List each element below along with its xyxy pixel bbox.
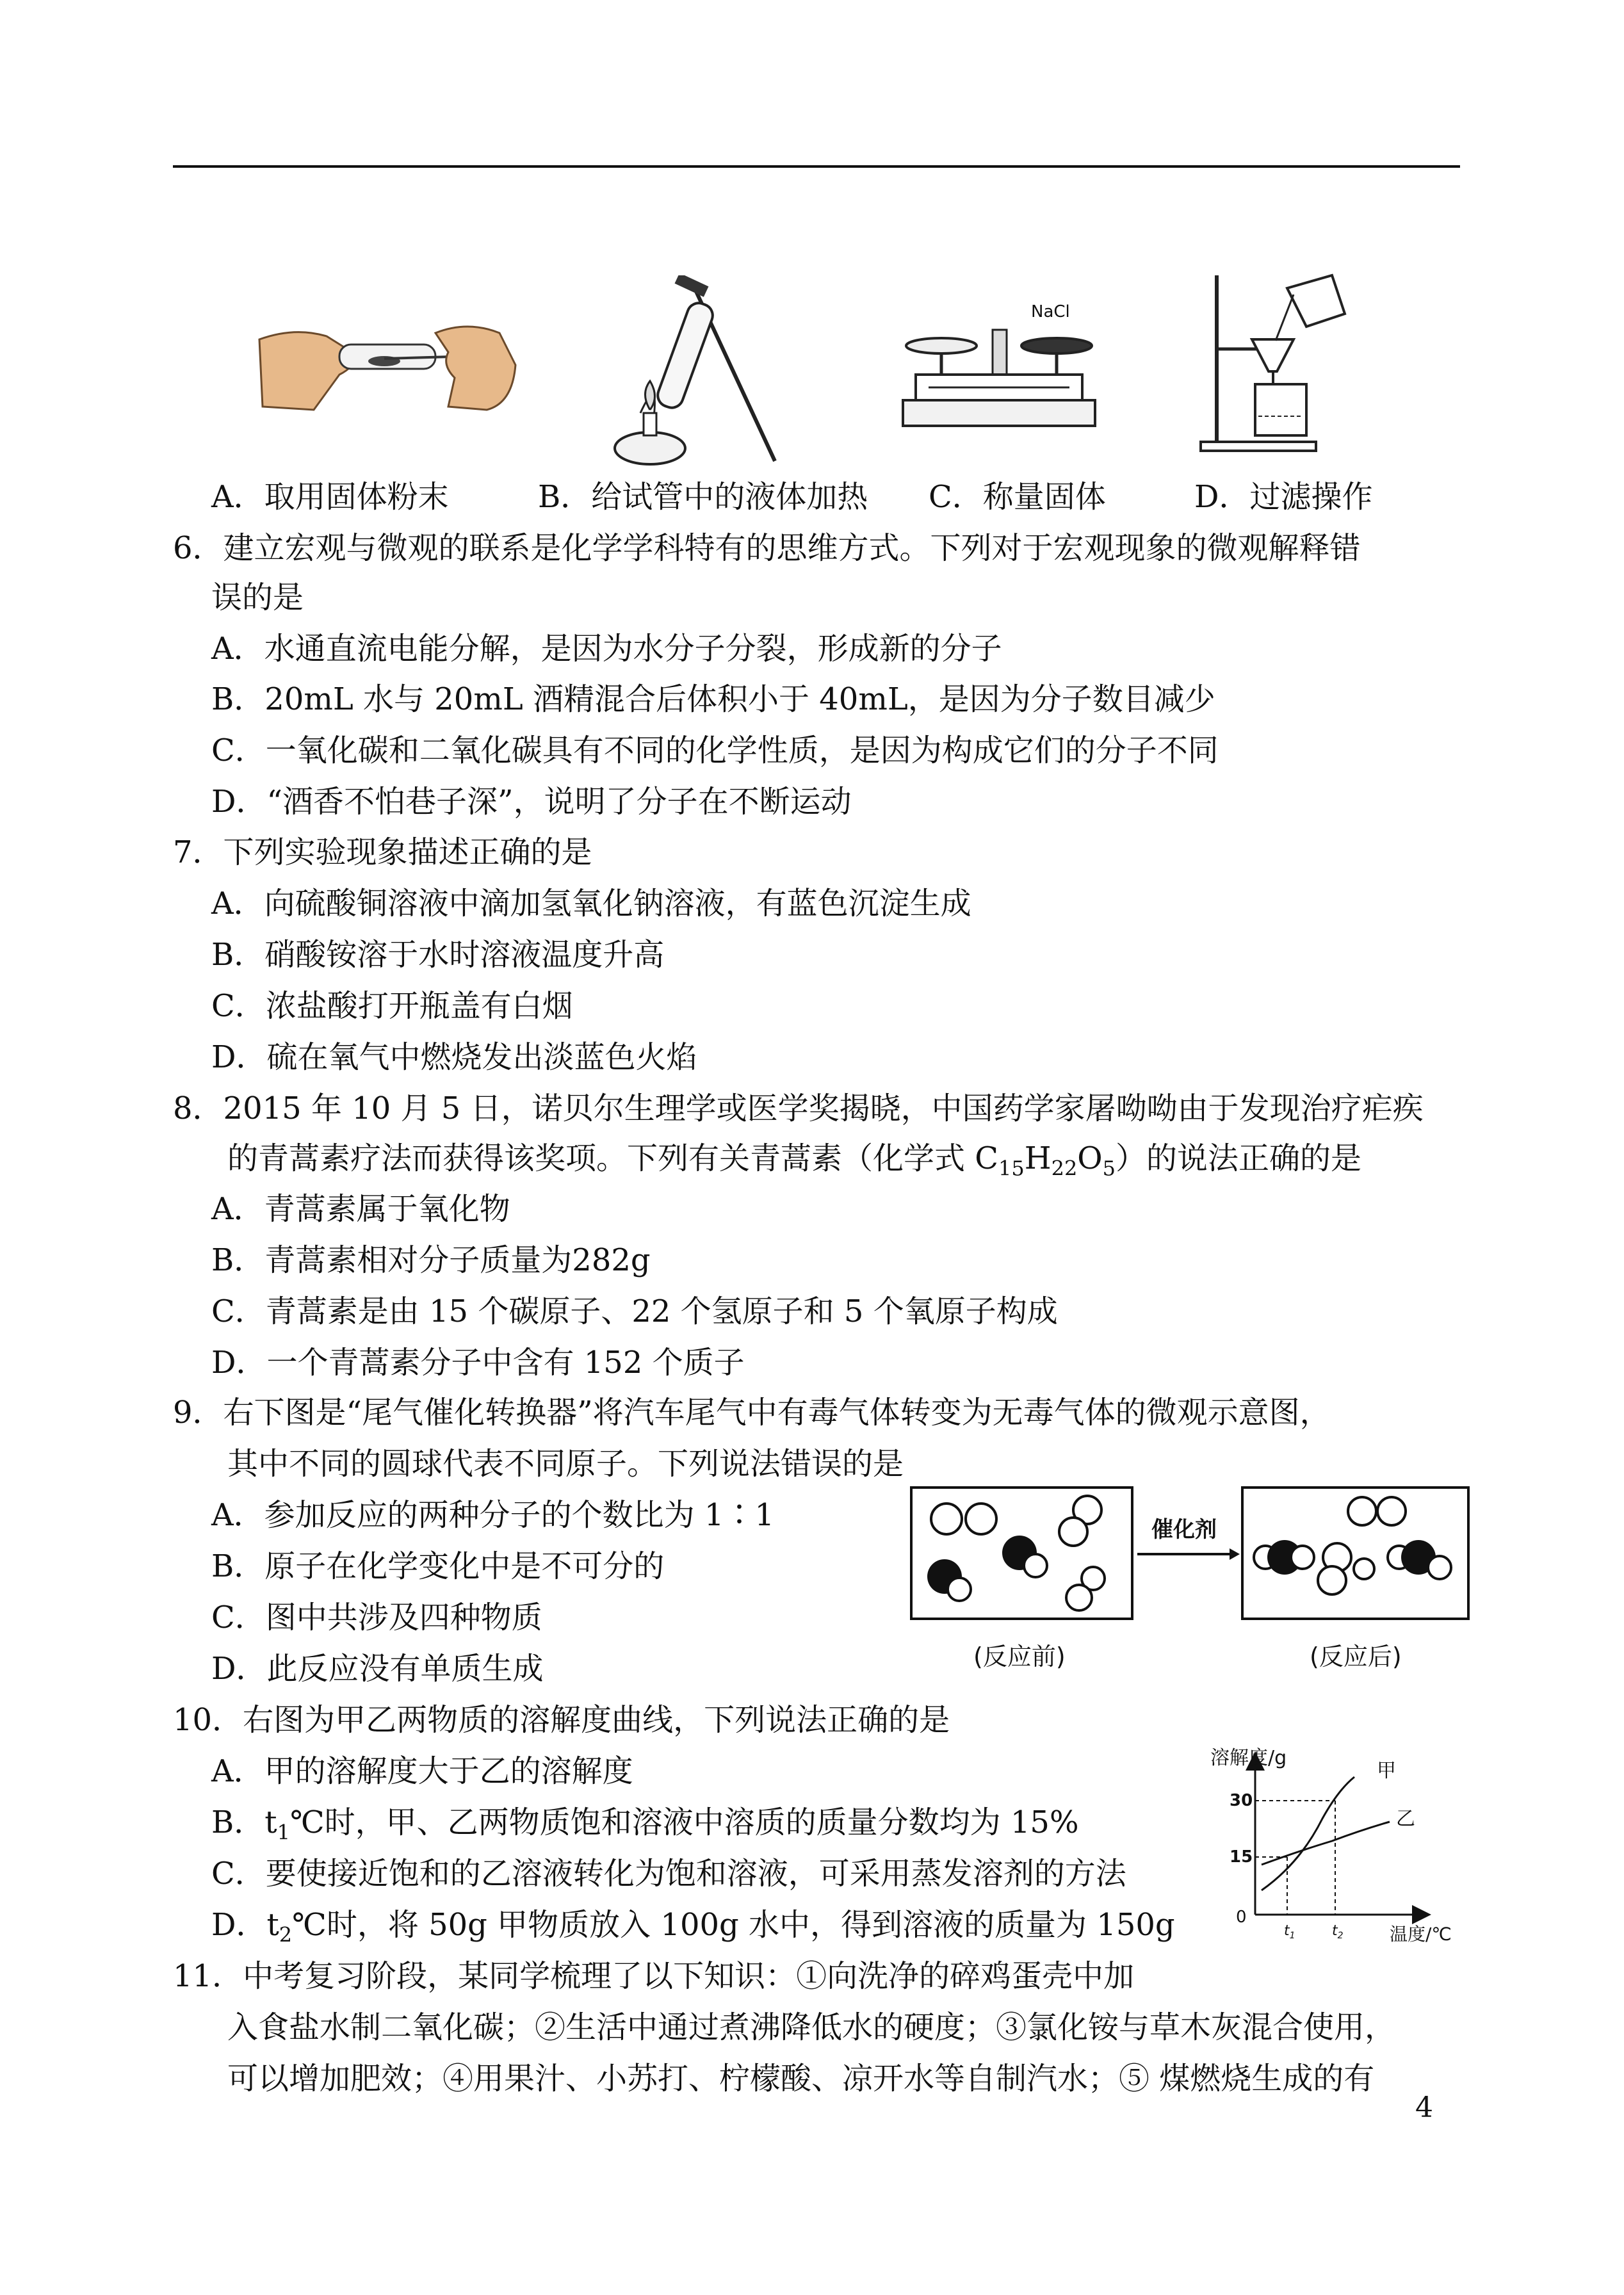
q8-sub-h: 22: [1051, 1156, 1078, 1181]
filtration-figure: [1198, 269, 1377, 455]
q11-stem-line3: 可以增加肥效；④用果汁、小苏打、柠檬酸、凉开水等自制汽水；⑤ 煤燃烧生成的有: [227, 2061, 1375, 2096]
q7-option-d: D．硫在氧气中燃烧发出淡蓝色火焰: [211, 1039, 697, 1075]
q8-option-a: A．青蒿素属于氧化物: [211, 1191, 510, 1227]
q8-option-b: B．青蒿素相对分子质量为282g: [211, 1242, 651, 1278]
q8-option-d: D．一个青蒿素分子中含有 152 个质子: [211, 1345, 745, 1381]
q8-option-c: C．青蒿素是由 15 个碳原子、22 个氢原子和 5 个氧原子构成: [211, 1293, 1058, 1329]
q10-d-prefix: D．t: [211, 1907, 279, 1943]
x-axis-label: 温度/℃: [1390, 1924, 1452, 1945]
q10-b-prefix: B．t: [211, 1804, 277, 1840]
q8-sub-o: 5: [1102, 1156, 1116, 1181]
solubility-graph: [1204, 1742, 1473, 1947]
q10-option-d: [211, 1905, 1175, 1955]
q8-stem: 8．2015 年 10 月 5 日，诺贝尔生理学或医学奖揭晓，中国药学家屠呦呦由于发现治疗疟疾: [173, 1091, 1424, 1126]
q8-o: O: [1077, 1140, 1103, 1176]
yi-label: 乙: [1396, 1808, 1415, 1830]
page-number: 4: [1415, 2091, 1433, 2124]
y-tick-30: 30: [1230, 1791, 1253, 1810]
q10-d-suffix: ℃时，将 50g 甲物质放入 100g 水中，得到溶液的质量为 150g: [292, 1907, 1175, 1943]
q7-option-c: C．浓盐酸打开瓶盖有白烟: [211, 988, 573, 1024]
jia-label: 甲: [1377, 1760, 1396, 1782]
t1-tick: $t_1$: [1284, 1923, 1295, 1941]
reaction-diagram: [909, 1486, 1473, 1678]
q9-option-b: B．原子在化学变化中是不可分的: [211, 1548, 665, 1584]
y-axis-label: 溶解度/g: [1210, 1747, 1287, 1769]
header-rule: [173, 165, 1460, 168]
q7-stem: 7．下列实验现象描述正确的是: [173, 834, 592, 870]
q9-option-c: C．图中共涉及四种物质: [211, 1600, 542, 1635]
catalyst-label: 催化剂: [1151, 1517, 1217, 1543]
q9-stem-cont: 其中不同的圆球代表不同原子。下列说法错误的是: [227, 1446, 904, 1482]
q9-option-d: D．此反应没有单质生成: [211, 1651, 544, 1687]
q9-option-a: A．参加反应的两种分子的个数比为 1∶1: [211, 1497, 775, 1533]
q5-option-b: B．给试管中的液体加热: [538, 479, 868, 515]
before-label: (反应前): [973, 1642, 1066, 1671]
curve-jia: [1262, 1777, 1354, 1890]
q10-stem: 10．右图为甲乙两物质的溶解度曲线，下列说法正确的是: [173, 1702, 950, 1738]
heating-liquid-figure: [596, 275, 794, 467]
curve-yi: [1262, 1822, 1390, 1865]
q6-option-a: A．水通直流电能分解，是因为水分子分裂，形成新的分子: [211, 631, 1002, 667]
q8-stem-suffix: ）的说法正确的是: [1116, 1140, 1362, 1176]
origin-label: 0: [1236, 1908, 1247, 1927]
t2-tick: $t_2$: [1332, 1923, 1344, 1941]
q6-option-b: B．20mL 水与 20mL 酒精混合后体积小于 40mL，是因为分子数目减少: [211, 681, 1215, 717]
after-label: (反应后): [1310, 1642, 1402, 1671]
q7-option-b: B．硝酸铵溶于水时溶液温度升高: [211, 937, 665, 973]
q6-option-c: C．一氧化碳和二氧化碳具有不同的化学性质，是因为构成它们的分子不同: [211, 733, 1219, 768]
q10-b-suffix: ℃时，甲、乙两物质饱和溶液中溶质的质量分数均为 15%: [289, 1804, 1079, 1840]
q8-sub-c: 15: [998, 1156, 1025, 1181]
q6-option-d: D．“酒香不怕巷子深”，说明了分子在不断运动: [211, 784, 852, 820]
q11-stem-line2: 入食盐水制二氧化碳；②生活中通过煮沸降低水的硬度；③氯化铵与草木灰混合使用，: [227, 2009, 1396, 2045]
q10-option-c: C．要使接近饱和的乙溶液转化为饱和溶液，可采用蒸发溶剂的方法: [211, 1856, 1126, 1892]
q8-h: H: [1024, 1140, 1052, 1176]
q5-option-c: C．称量固体: [929, 479, 1106, 515]
q6-stem: 6．建立宏观与微观的联系是化学学科特有的思维方式。下列对于宏观现象的微观解释错: [173, 530, 1361, 566]
q8-stem-cont: [227, 1139, 1361, 1188]
q5-option-a: A．取用固体粉末: [211, 479, 449, 515]
q9-stem: 9．右下图是“尾气催化转换器”将汽车尾气中有毒气体转变为无毒气体的微观示意图，: [173, 1395, 1331, 1431]
balance-figure: [897, 291, 1108, 439]
q11-stem: 11．中考复习阶段，某同学梳理了以下知识：①向洗净的碎鸡蛋壳中加: [173, 1958, 1135, 1994]
q6-stem-cont: 误的是: [211, 580, 304, 615]
q10-b-sub: 1: [277, 1820, 290, 1845]
nacl-label: NaCl: [1031, 302, 1070, 321]
q10-option-a: A．甲的溶解度大于乙的溶解度: [211, 1753, 633, 1789]
q10-option-b: [211, 1803, 1079, 1853]
q5-option-d: D．过滤操作: [1194, 479, 1373, 515]
y-tick-15: 15: [1230, 1847, 1253, 1867]
q8-stem-prefix: 的青蒿素疗法而获得该奖项。下列有关青蒿素（化学式 C: [227, 1140, 998, 1176]
solid-powder-figure: [256, 314, 525, 416]
q7-option-a: A．向硫酸铜溶液中滴加氢氧化钠溶液，有蓝色沉淀生成: [211, 886, 971, 921]
q10-d-sub: 2: [279, 1922, 293, 1947]
